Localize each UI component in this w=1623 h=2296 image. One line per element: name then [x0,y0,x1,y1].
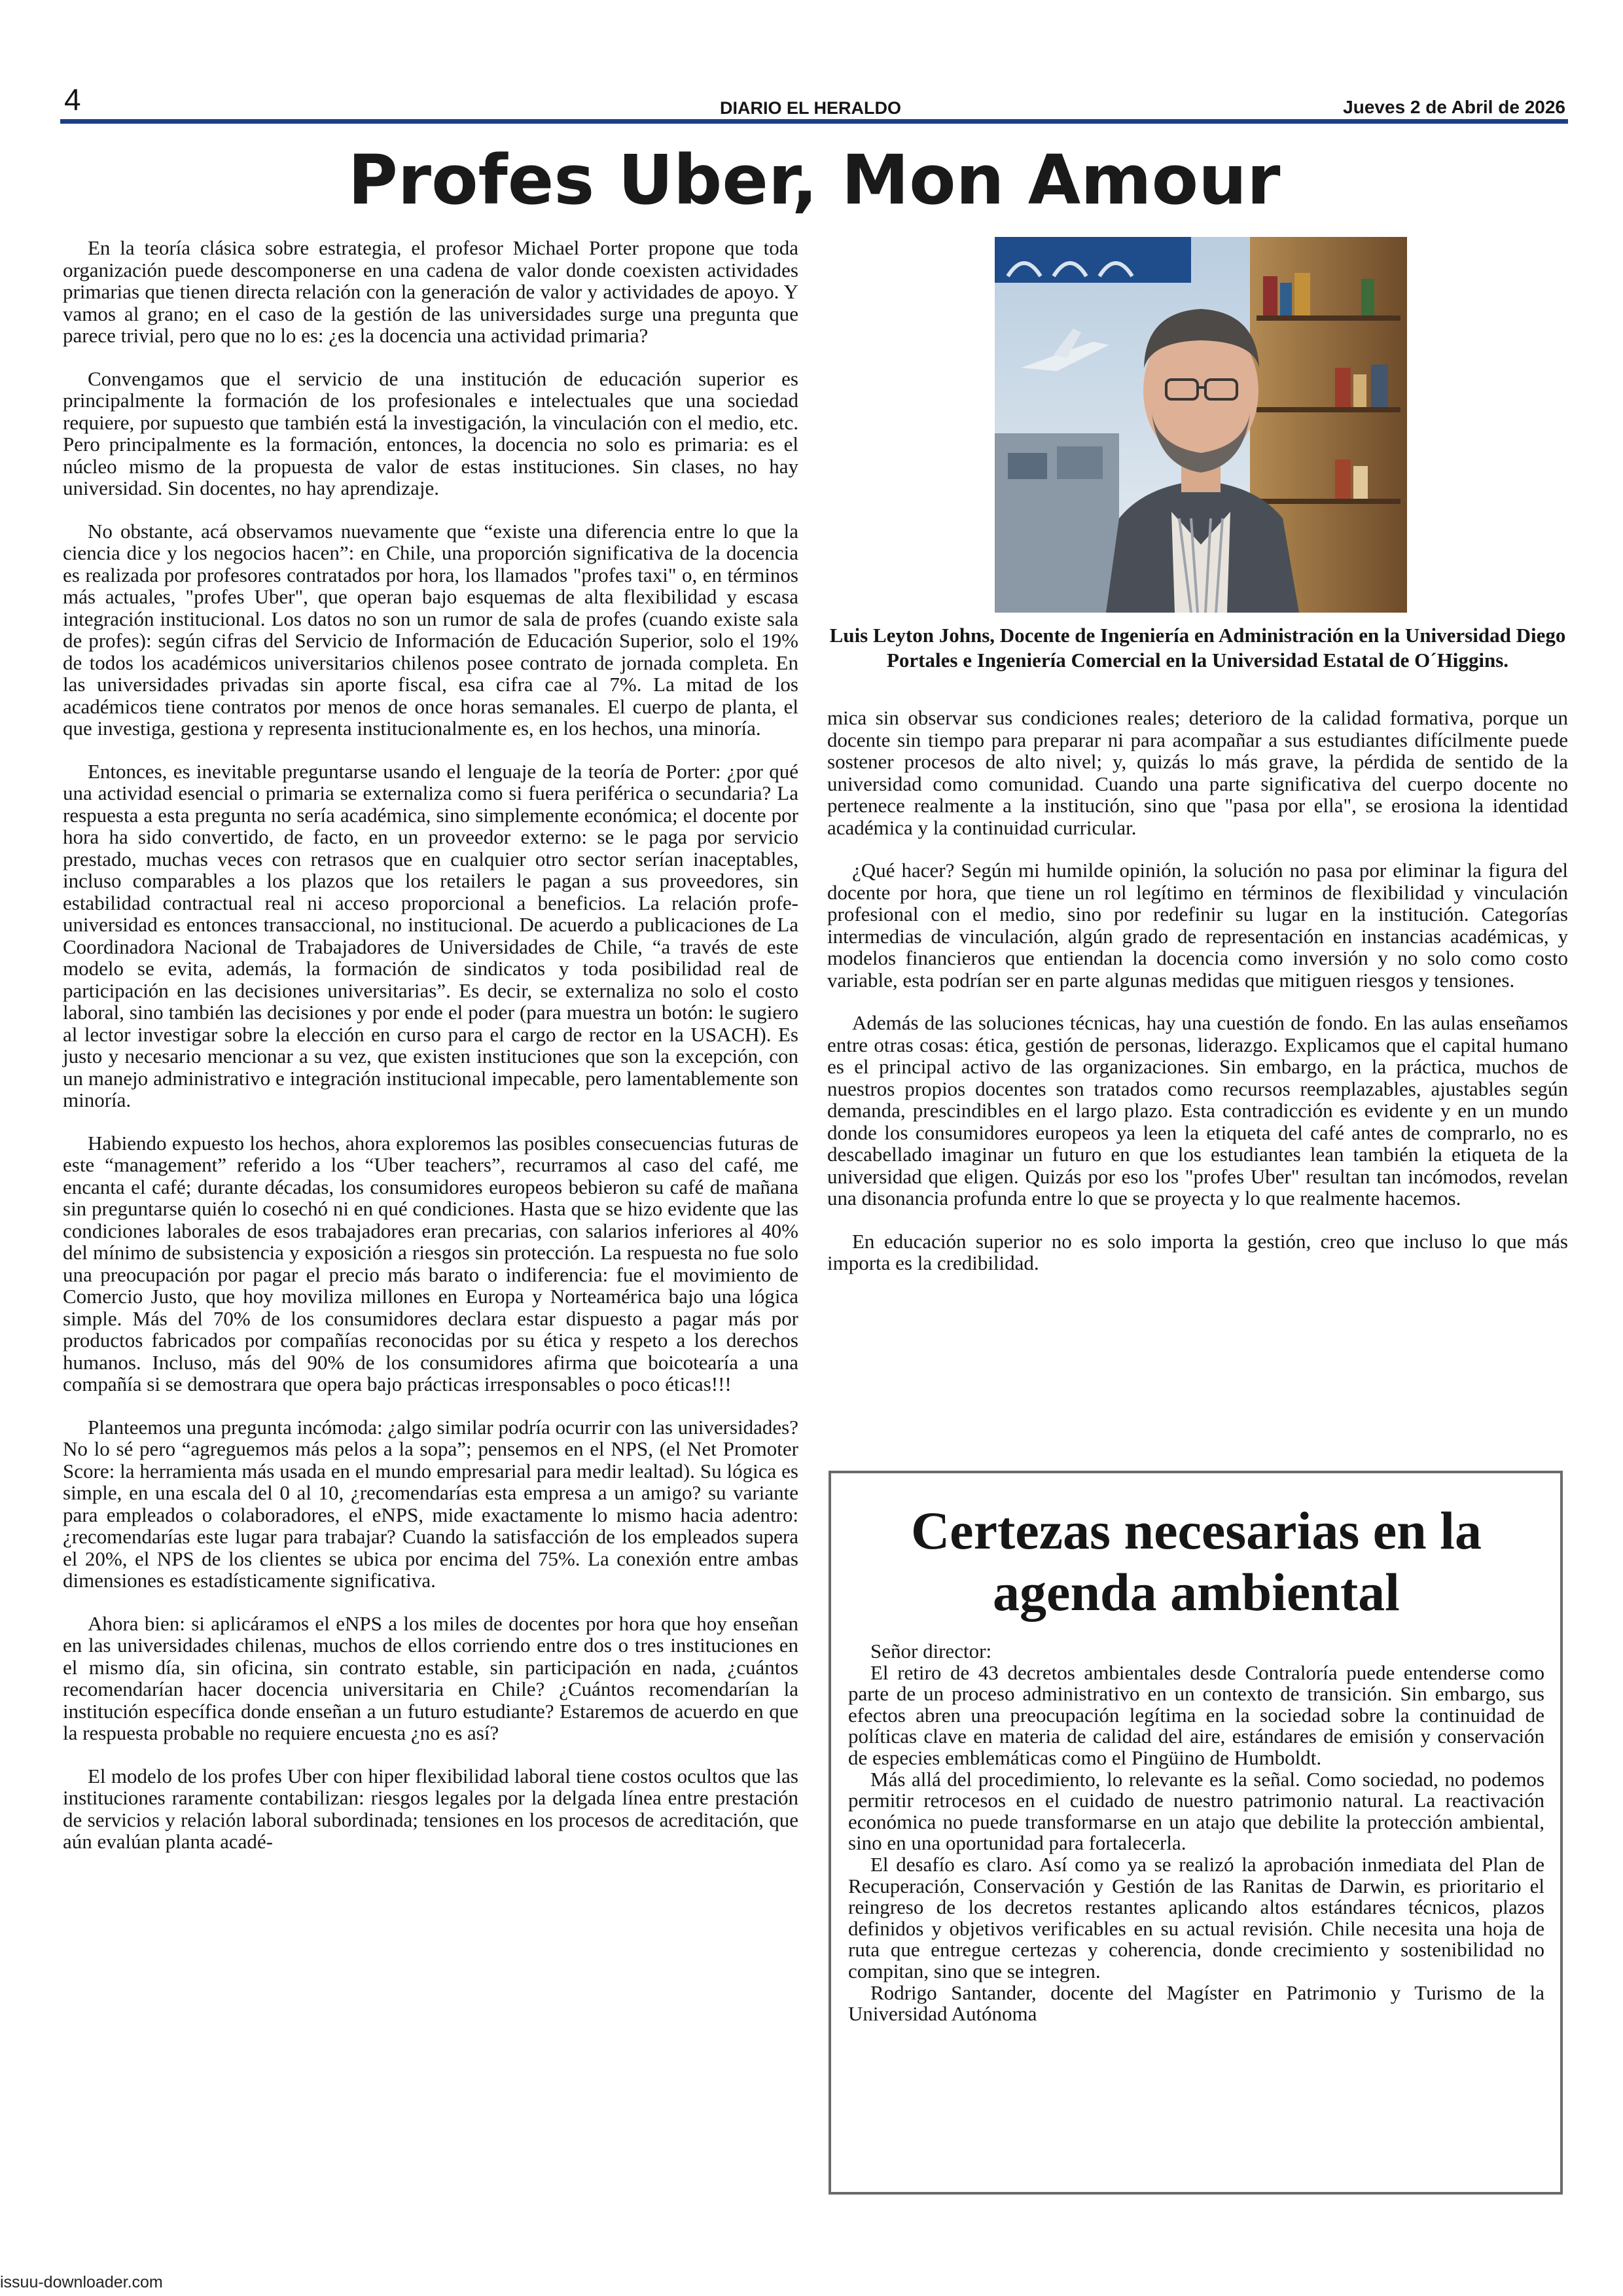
article-paragraph: En educación superior no es solo importa la gestión, creo que incluso lo que más importa es la credibilidad. [827,1229,1568,1274]
article-paragraph: Planteemos una pregunta incómoda: ¿algo similar podría ocurrir con las universidades? No lo sé pero “agreguemos más pelos a la sopa”; pensemos en el NPS, (el Net Promoter Score: la herramienta más usada en el mundo empresarial para medir lealtad). Su lógica es simple, en una escala del 0 al 10, ¿recomendarías esta empresa a un amigo? su variante para empleados o colaboradores, el eNPS, mide exactamente lo mismo hacia adentro: ¿recomendarías este lugar para trabajar? Cuando la satisfacción de los empleados supera el 20%, el NPS de los clientes se ubica por encima del 75%. La conexión entre ambas dimensiones es estadísticamente significativa. [63,1415,798,1592]
newspaper-name: DIARIO EL HERALDO [720,98,902,118]
letter-paragraph: El desafío es claro. Así como ya se realizó la aprobación inmediata del Plan de Recuperación, Conservación y Gestión de las Ranitas de Darwin, es prioritario el reingreso de los decretos restantes aplicando altos estándares técnicos, plazos definidos y objetivos verificables en su actual revisión. Chile necesita una hoja de ruta que entregue certezas y coherencia, donde crecimiento y sostenibilidad no compitan, sino que se integren. [848,1852,1544,1982]
article-paragraph: El modelo de los profes Uber con hiper flexibilidad laboral tiene costos ocultos que las instituciones raramente contabilizan: riesgos legales por la delgada línea entre prestación de servicios y relación laboral subordinada; tensiones en los procesos de acreditación, que aún evalúan planta acadé- [63,1764,798,1853]
letter-signature: Rodrigo Santander, docente del Magíster en Patrimonio y Turismo de la Universidad Autónoma [848,1981,1544,2026]
article-paragraph: Convengamos que el servicio de una institución de educación superior es principalmente la formación de los profesionales e intelectuales que una sociedad requiere, por supuesto que también está la investigación, la vinculación con el medio, etc. Pero principalmente es la formación, entonces, la docencia no solo es primaria: es el núcleo mismo de la propuesta de valor de estas instituciones. Sin clases, no hay universidad. Sin docentes, no hay aprendizaje. [63,367,798,499]
letter-salutation: Señor director: [870,1640,992,1662]
article-paragraph: En la teoría clásica sobre estrategia, el profesor Michael Porter propone que toda organización puede descomponerse en una cadena de valor donde coexisten actividades primarias que tienen directa relación con la generación de valor y actividades de apoyo. Y vamos al grano; en el caso de la gestión de las universidades surge una pregunta que parece trivial, pero que no lo es: ¿es la docencia una actividad primaria? [63,236,798,347]
letter-paragraph: El retiro de 43 decretos ambientales desde Contraloría puede entenderse como parte de un proceso administrativo en un contexto de transición. Sin embargo, sus efectos abren una preocupación legítima en la sociedad sobre la continuidad de políticas clave en materia de calidad del aire, estándares de emisión y conservación de especies emblemáticas como el Pingüino de Humboldt. [848,1660,1544,1769]
header-rule [60,119,1568,124]
article-paragraph: Ahora bien: si aplicáramos el eNPS a los miles de docentes por hora que hoy enseñan en las universidades chilenas, muchos de ellos corriendo entre dos o tres instituciones en el mismo día, sin oficina, sin contrato estable, sin participación en nada, ¿cuántos recomendarían hacer docencia universitaria en Chile? ¿Cuántos recomendarían la institución específica donde enseñan a un futuro estudiante? Estaremos de acuerdo en que la respuesta probable no requiere encuesta ¿no es así? [63,1611,798,1744]
letter-body [848,1641,1544,2025]
article-column-left [63,237,798,1853]
author-photo [995,237,1407,613]
article-paragraph: No obstante, acá observamos nuevamente que “existe una diferencia entre lo que la ciencia dice y los negocios hacen”: en Chile, una proporción significativa de la docencia es realizada por profesores contratados por hora, los llamados "profes taxi" o, en términos más actuales, "profes Uber", que operan bajo esquemas de alta flexibilidad y escasa integración institucional. Los datos no son un rumor de sala de profes (cuando existe sala de profes): según cifras del Servicio de Información de Educación Superior, solo el 19% de todos los académicos universitarios chilenos posee contrato de jornada completa. En las universidades privadas sin aporte fiscal, esa cifra cae al 7%. La mitad de los académicos tiene contratos por menos de once horas semanales. El cuerpo de planta, el que investiga, gestiona y representa institucionalmente es, en los hechos, una minoría. [63,519,798,740]
article-paragraph: Habiendo expuesto los hechos, ahora exploremos las posibles consecuencias futuras de este “management” referido a los “Uber teachers”, recurramos al caso del café, me encanta el café; durante décadas, los consumidores europeos bebieron su café de mañana sin preguntarse quién lo cosechó ni en qué condiciones. Hasta que se hizo evidente que las condiciones laborales de esos trabajadores eran precarias, con salarios inferiores al 40% del mínimo de subsistencia y exposición a riesgos sin protección. La respuesta no fue solo una preocupación por pagar el precio más barato o indiferencia: fue el movimiento de Comercio Justo, que hoy moviliza millones en Europa y Norteamérica bajo una lógica simple. Más del 70% de los consumidores declara estar dispuesto a pagar más por productos fabricados por compañías reconocidas por su ética y respeto a los derechos humanos. Incluso, más del 90% de los consumidores afirma que boicotearía a una compañía si se demostrara que opera bajo prácticas irresponsables o poco éticas!!! [63,1131,798,1395]
article-headline: Profes Uber, Mon Amour [348,140,1281,220]
article-column-right [827,707,1568,1274]
page-number: 4 [64,82,81,117]
article-paragraph: mica sin observar sus condiciones reales; deterioro de la calidad formativa, porque un docente sin tiempo para preparar ni para acompañar a sus estudiantes difícilmente puede sostener procesos de alto nivel; y, quizás lo más grave, la pérdida de sentido de la universidad como comunidad. Cuando una parte significativa del cuerpo docente no pertenece realmente a la institución, sino que "pasa por ella", se erosiona la identidad académica y la continuidad curricular. [827,706,1568,839]
source-watermark[interactable]: issuu-downloader.com [0,2273,163,2291]
photo-caption: Luis Leyton Johns, Docente de Ingeniería en Administración en la Universidad Diego Portales e Ingeniería Comercial en la Universidad Estatal de O´Higgins. [829,624,1566,672]
letter-paragraph: Más allá del procedimiento, lo relevante es la señal. Como sociedad, no podemos permitir retrocesos en el cuidado de nuestro patrimonio natural. La reactivación económica no puede transformarse en un atajo que debilite la protección ambiental, sino en una oportunidad para fortalecerla. [848,1767,1544,1855]
author-portrait-illustration [995,237,1407,613]
issue-date: Jueves 2 de Abril de 2026 [1343,97,1565,117]
letter-title: Certezas necesarias en la agenda ambiental [910,1501,1482,1622]
article-paragraph: Además de las soluciones técnicas, hay una cuestión de fondo. En las aulas enseñamos entre otras cosas: ética, gestión de personas, liderazgo. Explicamos que el capital humano es el principal activo de las organizaciones. Sin embargo, en la práctica, muchos de nuestros propios docentes son tratados como recursos reemplazables, ajustables según demanda, prescindibles en el largo plazo. Esta contradicción es evidente y en un mundo donde los consumidores europeos ya leen la etiqueta del café antes de comprarlo, no es descabellado imaginar un futuro en que los estudiantes lean también la etiqueta de la universidad que eligen. Quizás por eso los "profes Uber" resultan tan incómodos, revelan una disonancia profunda entre lo que se proyecta y lo que realmente hacemos. [827,1011,1568,1210]
article-paragraph: Entonces, es inevitable preguntarse usando el lenguaje de la teoría de Porter: ¿por qué una actividad esencial o primaria se externaliza como si fuera periférica o secundaria? La respuesta a esta pregunta no sería académica, sino simplemente económica; el docente por hora ha sido convertido, de facto, en un proveedor externo: se le paga por servicio prestado, muchas veces con retrasos que en cualquier otro sector serían inaceptables, incluso comparables a los plazos que los retailers le pagan a sus proveedores, sin estabilidad contractual real ni acceso proporcional a beneficios. La relación profe-universidad es entonces transaccional, no institucional. De acuerdo a publicaciones de La Coordinadora Nacional de Trabajadores de Universidades de Chile, “a través de este modelo se evita, además, la formación de sindicatos y toda posibilidad real de participación en las decisiones universitarias”. Es decir, se externaliza no solo el costo laboral, sino también las decisiones y por ende el poder (para muestra un botón: le sugiero al lector investigar sobre la elección en curso para el cargo de rector en la USACH). Es justo y necesario mencionar a su vez, que existen instituciones que son la excepción, con un manejo administrativo e integración institucional impecable, pero lamentablemente son minoría. [63,759,798,1111]
article-paragraph: ¿Qué hacer? Según mi humilde opinión, la solución no pasa por eliminar la figura del docente por hora, que tiene un rol legítimo en términos de flexibilidad y vinculación profesional con el medio, sino por redefinir su lugar en la institución. Categorías intermedias de vinculación, algún grado de representación en instancias académicas, y modelos financieros que entiendan la docencia como inversión y no solo como costo variable, esta podrían ser en parte algunas medidas que mitiguen riesgos y tensiones. [827,859,1568,992]
